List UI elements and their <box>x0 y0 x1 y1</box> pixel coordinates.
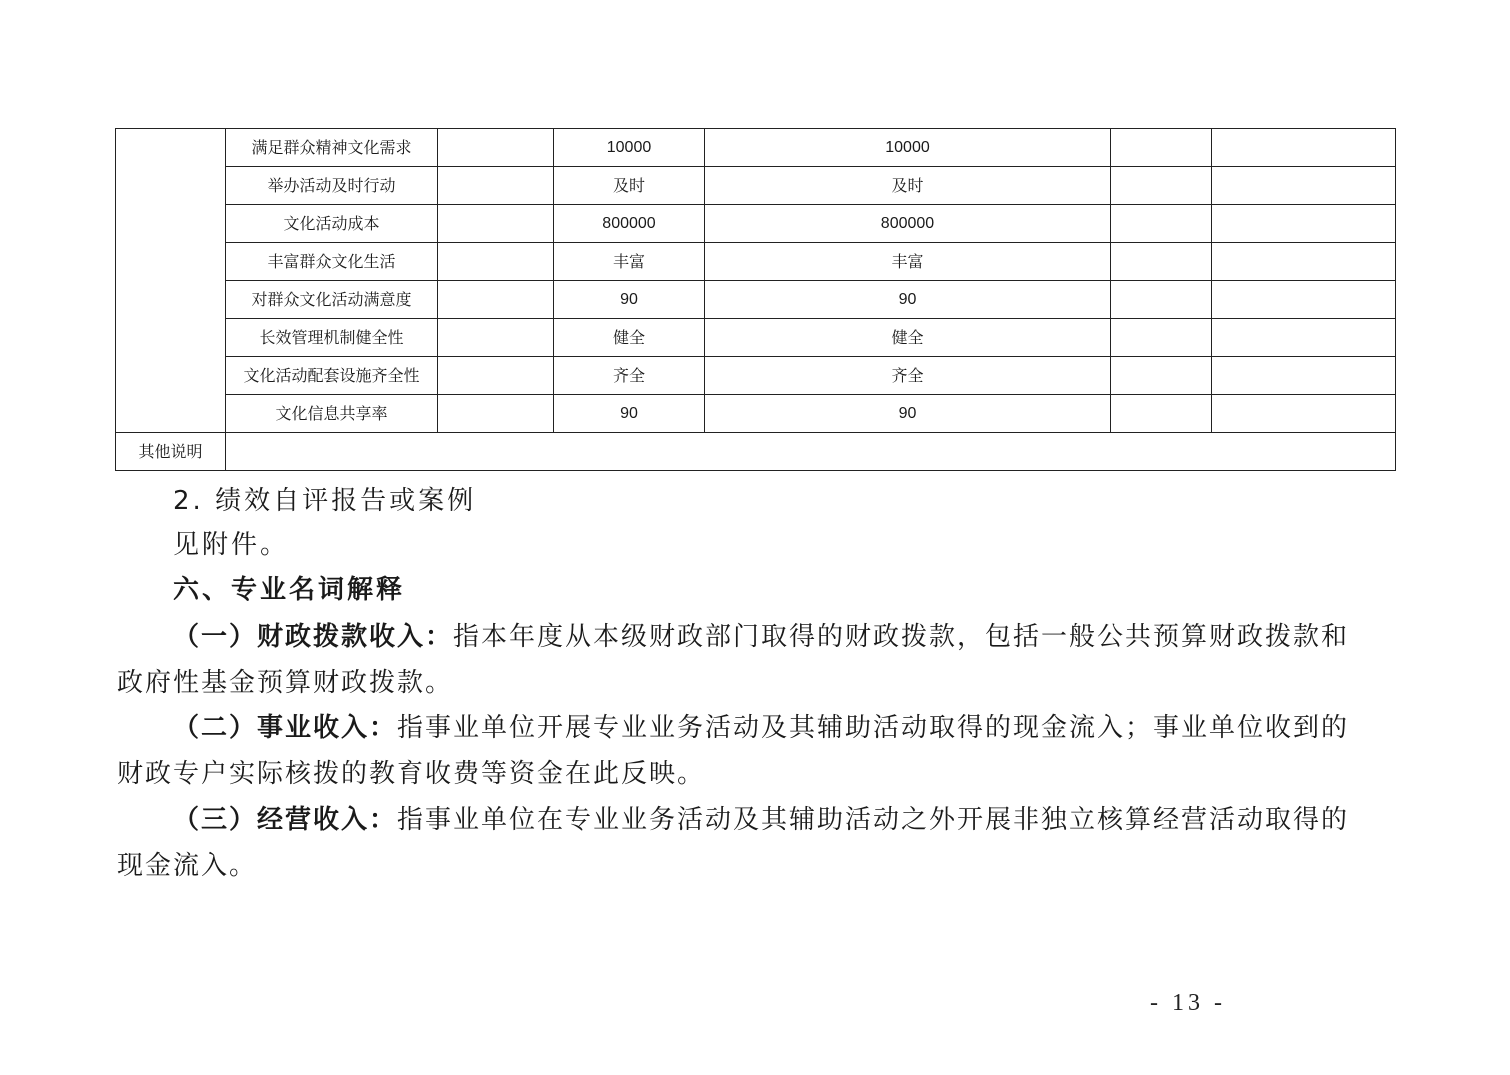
definition-text: 指事业单位开展专业业务活动及其辅助活动取得的现金流入；事业单位收到的 <box>397 713 1350 743</box>
definition-text: 指本年度从本级财政部门取得的财政拨款，包括一般公共预算财政拨款和 <box>453 622 1350 652</box>
empty-cell <box>1212 205 1396 243</box>
definition-business-income <box>117 705 1387 797</box>
indicator-name-cell: 对群众文化活动满意度 <box>226 281 438 319</box>
table-row <box>116 167 1396 205</box>
section-6-title: 六、专业名词解释 <box>173 575 406 605</box>
target-value-cell: 健全 <box>554 319 705 357</box>
indicator-name-cell: 长效管理机制健全性 <box>226 319 438 357</box>
indicator-name-cell: 举办活动及时行动 <box>226 167 438 205</box>
empty-cell <box>1212 281 1396 319</box>
empty-cell <box>438 281 554 319</box>
definition-text: 指事业单位在专业业务活动及其辅助活动之外开展非独立核算经营活动取得的 <box>397 805 1350 835</box>
table-row <box>116 357 1396 395</box>
target-value-cell: 丰富 <box>554 243 705 281</box>
empty-cell <box>1212 395 1396 433</box>
target-value-cell: 90 <box>554 281 705 319</box>
target-value-cell: 90 <box>554 395 705 433</box>
indicator-name-cell: 文化活动成本 <box>226 205 438 243</box>
empty-cell <box>1111 129 1212 167</box>
definition-term: （三）经营收入： <box>173 805 398 835</box>
target-value-cell: 800000 <box>554 205 705 243</box>
performance-indicator-table <box>115 128 1396 471</box>
empty-cell <box>438 319 554 357</box>
actual-value-cell: 健全 <box>705 319 1111 357</box>
empty-cell <box>1111 243 1212 281</box>
empty-cell <box>438 167 554 205</box>
section-2-body: 见附件。 <box>173 530 290 560</box>
empty-cell <box>438 129 554 167</box>
indicator-name-cell: 丰富群众文化生活 <box>226 243 438 281</box>
target-value-cell: 及时 <box>554 167 705 205</box>
table-row <box>116 243 1396 281</box>
table-row <box>116 281 1396 319</box>
empty-cell <box>1212 357 1396 395</box>
category-cell <box>116 129 226 433</box>
indicator-name-cell: 满足群众精神文化需求 <box>226 129 438 167</box>
empty-cell <box>438 205 554 243</box>
actual-value-cell: 齐全 <box>705 357 1111 395</box>
definition-fiscal-appropriation <box>117 614 1387 706</box>
other-notes-cell <box>226 433 1396 471</box>
empty-cell <box>1111 205 1212 243</box>
actual-value-cell: 90 <box>705 281 1111 319</box>
definition-text-continued: 财政专户实际核拨的教育收费等资金在此反映。 <box>117 759 706 789</box>
actual-value-cell: 10000 <box>705 129 1111 167</box>
empty-cell <box>1212 129 1396 167</box>
empty-cell <box>438 357 554 395</box>
page-number: - 13 - <box>1150 990 1226 1016</box>
table-row-other-notes <box>116 433 1396 471</box>
other-notes-label: 其他说明 <box>116 433 226 471</box>
definition-term: （一）财政拨款收入： <box>173 622 454 652</box>
actual-value-cell: 丰富 <box>705 243 1111 281</box>
empty-cell <box>1111 395 1212 433</box>
empty-cell <box>1212 319 1396 357</box>
table-row <box>116 205 1396 243</box>
empty-cell <box>438 395 554 433</box>
empty-cell <box>1111 281 1212 319</box>
actual-value-cell: 800000 <box>705 205 1111 243</box>
table-row <box>116 395 1396 433</box>
actual-value-cell: 90 <box>705 395 1111 433</box>
empty-cell <box>1212 167 1396 205</box>
empty-cell <box>1111 319 1212 357</box>
definition-text-continued: 现金流入。 <box>117 851 258 881</box>
actual-value-cell: 及时 <box>705 167 1111 205</box>
indicator-name-cell: 文化信息共享率 <box>226 395 438 433</box>
definition-text-continued: 政府性基金预算财政拨款。 <box>117 668 454 698</box>
definition-term: （二）事业收入： <box>173 713 398 743</box>
target-value-cell: 齐全 <box>554 357 705 395</box>
empty-cell <box>1212 243 1396 281</box>
empty-cell <box>438 243 554 281</box>
empty-cell <box>1111 357 1212 395</box>
section-2-title: 2. 绩效自评报告或案例 <box>173 486 477 516</box>
indicator-name-cell: 文化活动配套设施齐全性 <box>226 357 438 395</box>
target-value-cell: 10000 <box>554 129 705 167</box>
table-row <box>116 319 1396 357</box>
definition-operating-income <box>117 797 1387 889</box>
table-row <box>116 129 1396 167</box>
empty-cell <box>1111 167 1212 205</box>
